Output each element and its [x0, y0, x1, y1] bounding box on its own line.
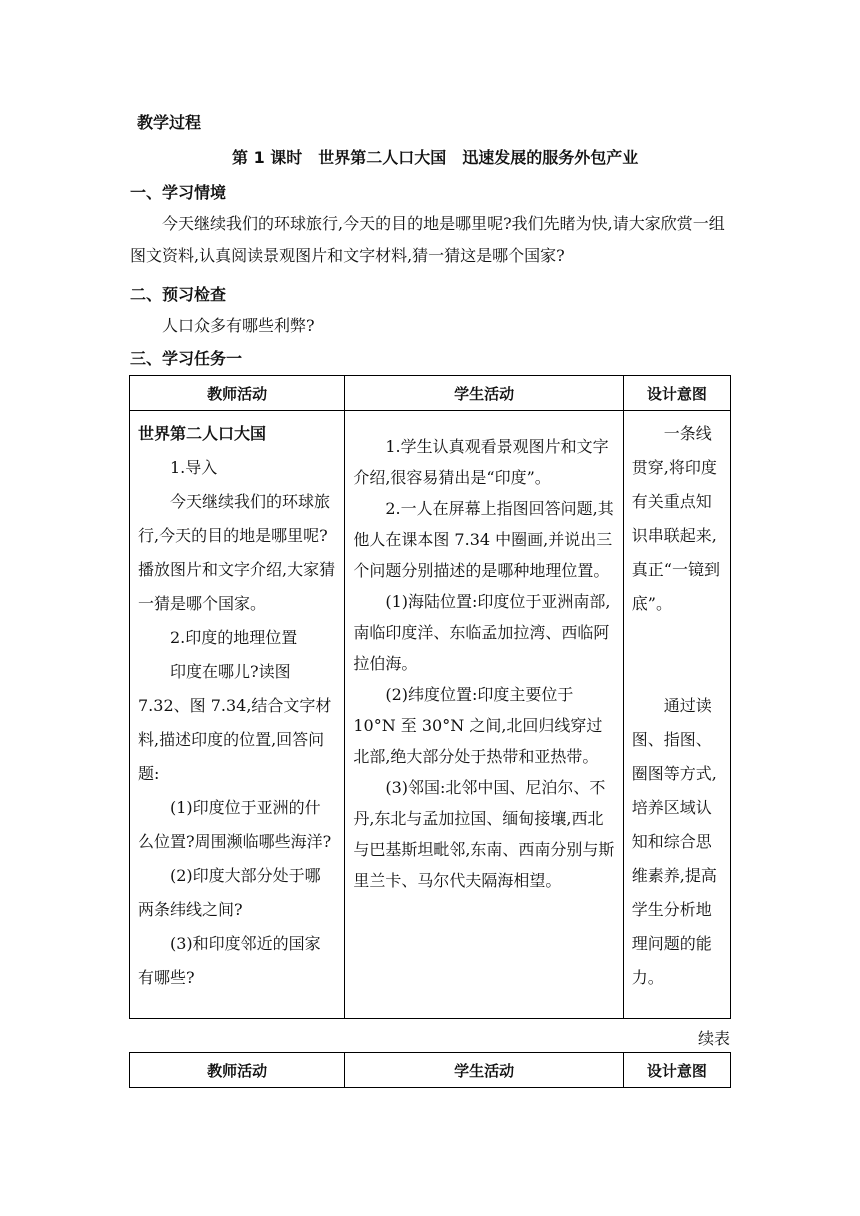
section-title-1: 一、学习情境: [130, 183, 227, 202]
header-student: 学生活动: [345, 376, 623, 411]
design-intent-cell: [623, 411, 730, 1019]
continued-label: 续表: [697, 1029, 730, 1048]
section-title-2: 二、预习检查: [130, 285, 227, 304]
teacher-item: 2.印度的地理位置: [170, 628, 298, 647]
header-teacher: 教师活动: [130, 1053, 345, 1088]
section-heading: 教学过程: [137, 113, 202, 132]
section-text-1: 今天继续我们的环球旅行,今天的目的地是哪里呢?我们先睹为快,请大家欣赏一组图文资料,认真阅读景观图片和文字材料,猜一猜这是哪个国家?: [130, 214, 725, 265]
teacher-item: (1)印度位于亚洲的什么位置?周围濒临哪些海洋?: [138, 798, 332, 851]
teacher-caption: 世界第二人口大国: [138, 424, 267, 443]
student-item: 2.一人在屏幕上指图回答问题,其他人在课本图 7.34 中圈画,并说出三个问题分别描述的是哪种地理位置。: [353, 499, 614, 580]
teacher-activity-cell: [130, 411, 345, 1019]
table-row: [130, 411, 731, 1019]
teacher-item: 印度在哪儿?读图 7.32、图 7.34,结合文字材料,描述印度的位置,回答问题:: [138, 662, 332, 783]
teacher-item: 1.导入: [170, 458, 218, 477]
intent-item: 通过读图、指图、圈图等方式,培养区域认知和综合思维素养,提高学生分析地理问题的能力。: [631, 696, 717, 987]
header-intent: 设计意图: [623, 1053, 730, 1088]
header-student: 学生活动: [345, 1053, 623, 1088]
section-text-2: 人口众多有哪些利弊?: [162, 316, 315, 335]
lesson-title: 第 1 课时 世界第二人口大国 迅速发展的服务外包产业: [232, 148, 639, 167]
student-item: 1.学生认真观看景观图片和文字介绍,很容易猜出是“印度”。: [353, 437, 609, 487]
section-title-3: 三、学习任务一: [130, 349, 243, 368]
student-item: (3)邻国:北邻中国、尼泊尔、不丹,东北与孟加拉国、缅甸接壤,西北与巴基斯坦毗邻,东南、西南分别与斯里兰卡、马尔代夫隔海相望。: [353, 778, 615, 890]
continued-table: [129, 1052, 731, 1088]
header-teacher: 教师活动: [130, 376, 345, 411]
student-activity-cell: [345, 411, 623, 1019]
intent-item: 一条线贯穿,将印度有关重点知识串联起来,真正“一镜到底”。: [631, 424, 720, 613]
teacher-item: 今天继续我们的环球旅行,今天的目的地是哪里呢?播放图片和文字介绍,大家猜一猜是哪个国家。: [138, 492, 336, 613]
table-header-row: [130, 376, 731, 411]
student-item: (1)海陆位置:印度位于亚洲南部,南临印度洋、东临孟加拉湾、西临阿拉伯海。: [353, 592, 611, 673]
activity-table: [129, 375, 731, 1019]
teacher-item: (3)和印度邻近的国家有哪些?: [138, 934, 321, 987]
teacher-item: (2)印度大部分处于哪两条纬线之间?: [138, 866, 321, 919]
header-intent: 设计意图: [623, 376, 730, 411]
table-header-row: [130, 1053, 731, 1088]
student-item: (2)纬度位置:印度主要位于 10°N 至 30°N 之间,北回归线穿过北部,绝大部分处于热带和亚热带。: [353, 685, 603, 766]
